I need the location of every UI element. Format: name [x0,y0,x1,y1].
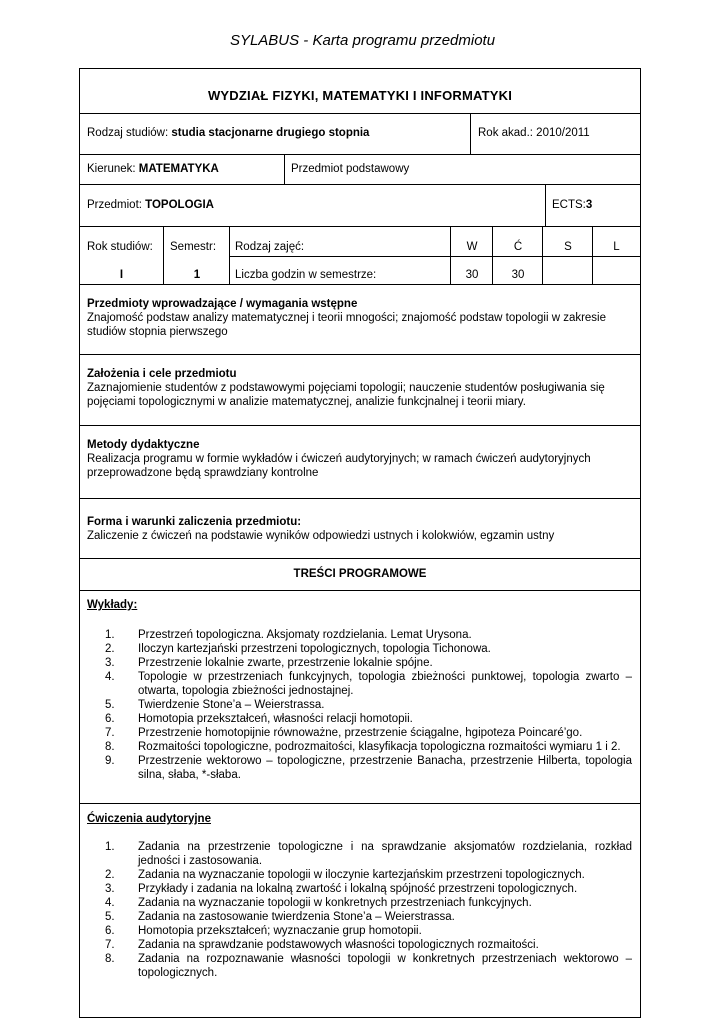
col-c [492,227,542,284]
list-item: 1. Zadania na przestrzenie topologiczne i na sprawdzanie aksjomatów rozdzielania, rozkład jedności i zastosowania. [105,841,632,867]
syllabus-table [79,68,641,1018]
schedule-row [80,227,640,285]
assessment-heading: Forma i warunki zaliczenia przedmiotu: [87,516,302,528]
col-s [542,227,592,284]
study-type-row [80,114,640,155]
col-s-label: S [564,241,572,253]
list-item: 6. Homotopia przekształceń, własności relacji homotopii. [105,713,413,725]
methods-heading: Metody dydaktyczne [87,439,200,451]
lectures-heading: Wykłady: [87,599,138,611]
list-item: 5. Twierdzenie Stone’a – Weierstrassa. [105,699,325,711]
methods-section [87,438,632,480]
col-l-label: L [613,241,620,253]
academic-year [478,127,590,139]
semester-label: Semestr: [170,241,217,253]
hours-grid [229,227,640,284]
field-label: Kierunek: [87,163,139,175]
study-type-label: Rodzaj studiów: [87,127,172,139]
semester-cell [163,227,229,284]
field-value: MATEMATYKA [138,163,219,175]
list-item: 3. Przestrzenie lokalnie zwarte, przestrzenie lokalnie spójne. [105,657,433,669]
faculty-name: WYDZIAŁ FIZYKI, MATEMATYKI I INFORMATYKI [207,88,513,103]
col-l [592,227,640,284]
program-heading-row [80,559,640,591]
goals-text: Zaznajomienie studentów z podstawowymi pojęciami topologii; nauczenie studentów posługiwania się pojęciami topologicznymi w analizie matematycznej, analizie funkcjnalnej i teorii miary. [87,382,605,408]
year-value: I [119,269,124,281]
list-item: 3. Przykłady i zadania na lokalną zwartość i lokalną spójność przestrzeni topologicznych. [105,883,578,895]
list-item: 6. Homotopia przekształceń; wyznaczanie grup homotopii. [105,925,422,937]
prerequisites-row [80,285,640,355]
goals-section [87,367,632,409]
exercises-section [87,812,632,980]
ects-cell [545,185,640,226]
ects-value: 3 [585,199,593,211]
list-item: 4. Topologie w przestrzeniach funkcyjnych, topologia zbieżności punktowej, topologia zwarto – otwarta, topologia zbieżności jednostajnej. [105,671,632,697]
subject-kind-cell [284,155,640,184]
prerequisites-section [87,297,632,339]
list-item: 8. Rozmaitości topologiczne, podrozmaitości, klasyfikacja topologiczna rozmaitości wymiaru 1 i 2. [105,741,621,753]
methods-text: Realizacja programu w formie wykładów i ćwiczeń audytoryjnych; w ramach ćwiczeń audytoryjnych przeprowadzone będą sprawdziany kontrolne [87,453,591,479]
ects [552,199,592,211]
class-type-label: Rodzaj zajęć: [235,241,305,253]
lectures-row [80,591,640,804]
list-item: 2. Iloczyn kartezjański przestrzeni topologicznych, topologia Tichonowa. [105,643,491,655]
program-heading: TREŚCI PROGRAMOWE [293,568,427,580]
list-item: 1. Przestrzeń topologiczna. Aksjomaty rozdzielania. Lemat Urysona. [105,629,472,641]
list-item: 7. Zadania na sprawdzanie podstawowych własności topologicznych rozmaitości. [105,939,539,951]
academic-year-value: 2010/2011 [536,127,590,139]
col-w-label: W [466,241,478,253]
subject [87,199,214,211]
hours-w: 30 [465,269,479,281]
page-title: SYLABUS - Karta programu przedmiotu [229,32,496,49]
hours-c: 30 [511,269,525,281]
col-w [450,227,492,284]
lectures-list [87,628,632,782]
list-item: 9. Przestrzenie wektorowo – topologiczne, przestrzenie Banacha, przestrzenie Hilberta, topologia silna, słaba, *-słaba. [105,755,632,781]
exercises-row [80,804,640,1017]
list-item: 4. Zadania na wyznaczanie topologii w konkretnych przestrzeniach funkcyjnych. [105,897,532,909]
assessment-row [80,499,640,559]
methods-row [80,426,640,499]
subject-kind: Przedmiot podstawowy [291,163,410,175]
lectures-section [87,598,632,782]
hours-label: Liczba godzin w semestrze: [235,269,377,281]
faculty-row [80,69,640,114]
prerequisites-heading: Przedmioty wprowadzające / wymagania wstępne [87,298,358,310]
goals-row [80,355,640,426]
list-item: 2. Zadania na wyznaczanie topologii w iloczynie kartezjańskim przestrzeni topologicznych. [105,869,585,881]
academic-year-label: Rok akad.: [478,127,537,139]
col-c-label: Ć [513,241,523,253]
list-item: 5. Zadania na zastosowanie twierdzenia Stone’a – Weierstrassa. [105,911,455,923]
exercises-heading: Ćwiczenia audytoryjne [87,813,211,825]
assessment-section [87,515,632,543]
academic-year-cell [470,114,640,154]
exercises-list [87,840,632,980]
year-label: Rok studiów: [87,241,153,253]
list-item: 8. Zadania na rozpoznawanie własności topologii w konkretnych przestrzeniach wektorowo – topologicznych. [105,953,632,979]
semester-value: 1 [193,269,201,281]
prerequisites-text: Znajomość podstaw analizy matematycznej i teorii mnogości; znajomość podstaw topologii w zakresie studiów stopnia pierwszego [87,312,607,338]
assessment-text: Zaliczenie z ćwiczeń na podstawie wyników odpowiedzi ustnych i kolokwiów, egzamin ustny [87,530,555,542]
study-type [87,127,369,139]
goals-heading: Założenia i cele przedmiotu [87,368,237,380]
study-type-value: studia stacjonarne drugiego stopnia [171,127,370,139]
subject-value: TOPOLOGIA [145,199,214,211]
subject-label: Przedmiot: [87,199,146,211]
field [87,163,219,175]
subject-row [80,185,640,227]
list-item: 7. Przestrzenie homotopijnie równoważne, przestrzenie ściągalne, hgipoteza Poincaré’go. [105,727,583,739]
ects-label: ECTS: [552,199,586,211]
field-row [80,155,640,185]
